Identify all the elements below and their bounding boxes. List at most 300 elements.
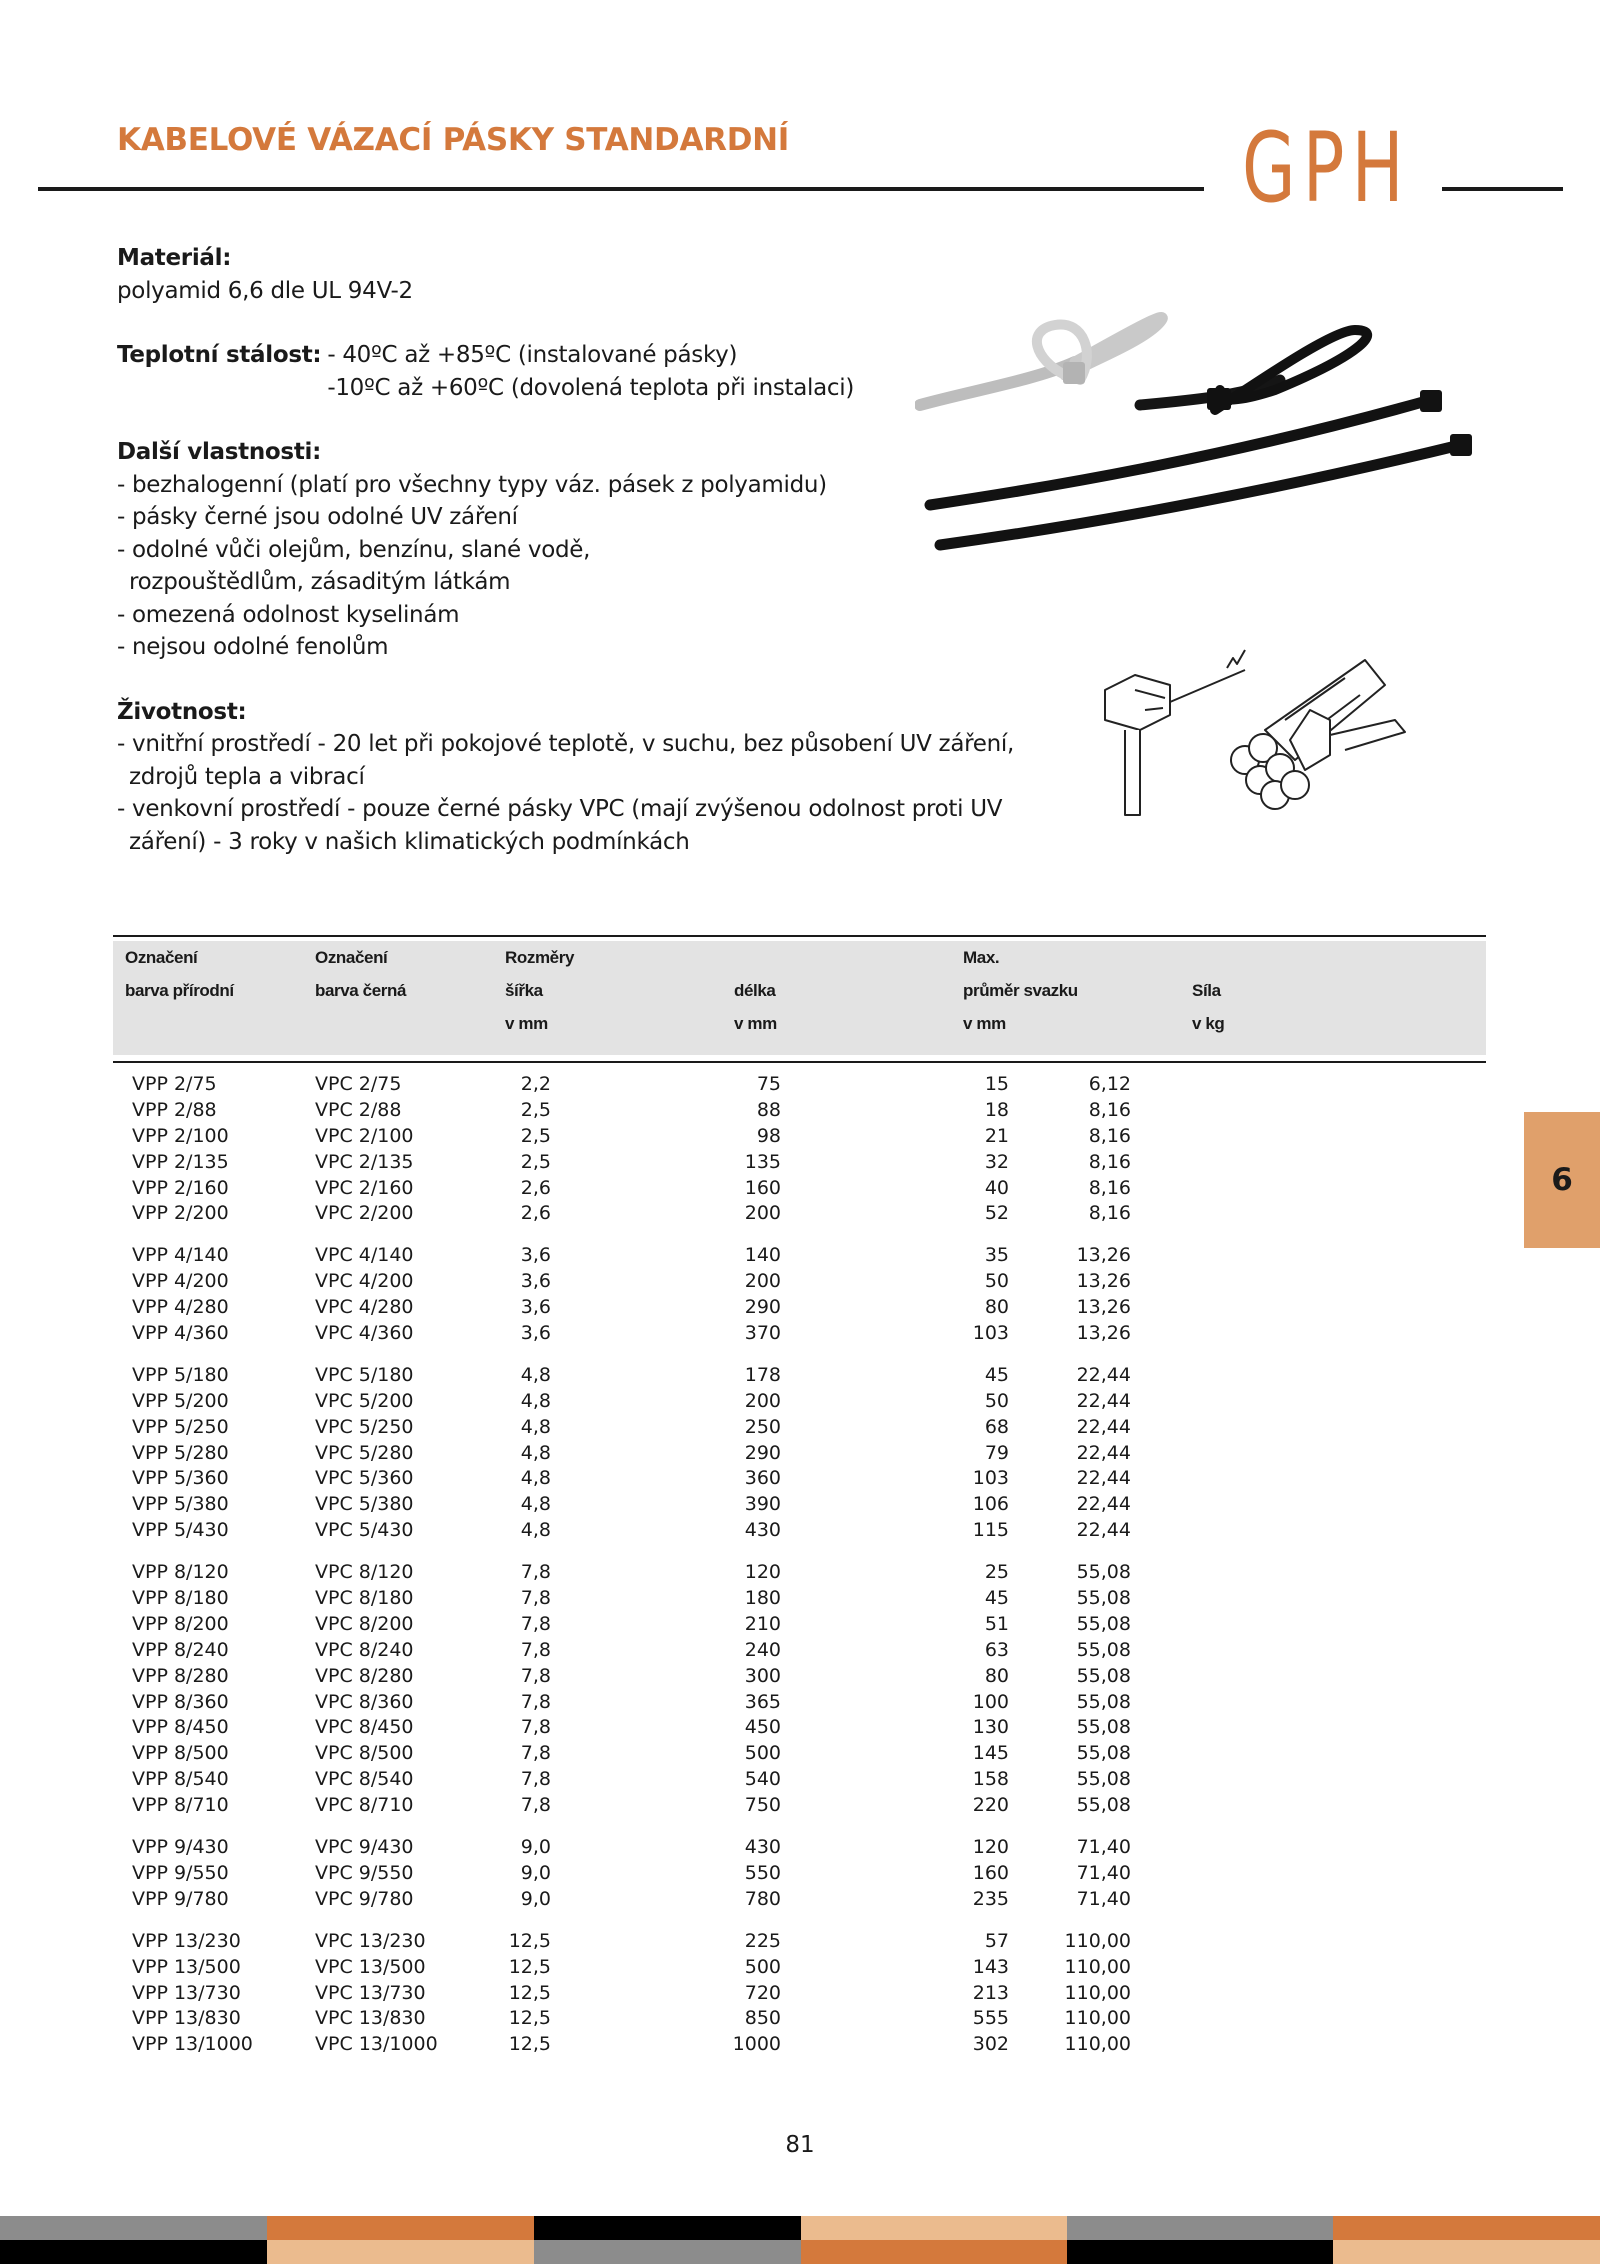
cell-bundle-diameter-mm: 235 <box>972 1887 1009 1910</box>
cell-designation-black: VPC 8/360 <box>315 1690 414 1713</box>
table-top-rule <box>113 935 1486 937</box>
cell-designation-black: VPC 4/360 <box>315 1322 414 1345</box>
cell-force-kg: 55,08 <box>1076 1587 1131 1610</box>
cell-length-mm: 120 <box>744 1561 781 1584</box>
cell-designation-black: VPC 5/200 <box>315 1389 414 1412</box>
cell-designation-natural: VPP 8/450 <box>132 1716 229 1739</box>
cell-length-mm: 550 <box>744 1861 781 1884</box>
cell-width-mm: 2,5 <box>520 1098 551 1121</box>
table-row <box>113 1767 1486 1793</box>
cell-designation-natural: VPP 8/360 <box>132 1690 229 1713</box>
temperature-label: Teplotní stálost: <box>117 342 322 368</box>
cell-designation-black: VPC 8/180 <box>315 1587 414 1610</box>
cell-designation-black: VPC 5/250 <box>315 1415 414 1438</box>
cell-bundle-diameter-mm: 145 <box>972 1742 1009 1765</box>
natural-cable-tie <box>920 317 1162 405</box>
cell-length-mm: 540 <box>744 1768 781 1791</box>
table-row <box>113 1269 1486 1295</box>
cell-designation-black: VPC 2/88 <box>315 1098 402 1121</box>
table-row <box>113 1201 1486 1227</box>
cell-bundle-diameter-mm: 80 <box>984 1296 1009 1319</box>
cell-width-mm: 7,8 <box>520 1690 551 1713</box>
cell-length-mm: 160 <box>744 1176 781 1199</box>
table-row <box>113 1929 1486 1955</box>
lifetime-item: záření) - 3 roky v našich klimatických podmínkách <box>129 828 690 855</box>
table-row <box>113 1664 1486 1690</box>
table-header <box>113 941 1486 1055</box>
cell-bundle-diameter-mm: 40 <box>984 1176 1009 1199</box>
cell-width-mm: 12,5 <box>508 2007 551 2030</box>
cell-bundle-diameter-mm: 45 <box>984 1363 1009 1386</box>
cell-length-mm: 200 <box>744 1270 781 1293</box>
table-row <box>113 1518 1486 1544</box>
row-group <box>113 1560 1486 1819</box>
table-row <box>113 1560 1486 1586</box>
cell-width-mm: 9,0 <box>520 1887 551 1910</box>
cell-force-kg: 55,08 <box>1076 1768 1131 1791</box>
cell-force-kg: 110,00 <box>1064 1981 1131 2004</box>
material-label: Materiál: <box>117 245 232 271</box>
cell-bundle-diameter-mm: 160 <box>972 1861 1009 1884</box>
temperature-line-1: - 40ºC až +85ºC (instalované pásky) <box>327 342 738 368</box>
cell-designation-natural: VPP 9/430 <box>132 1836 229 1859</box>
table-row <box>113 1492 1486 1518</box>
cell-bundle-diameter-mm: 50 <box>984 1389 1009 1412</box>
cell-width-mm: 7,8 <box>520 1664 551 1687</box>
header-natural-color: barva přírodní <box>125 981 234 1000</box>
cell-designation-natural: VPP 4/140 <box>132 1244 229 1267</box>
cell-width-mm: 3,6 <box>520 1296 551 1319</box>
cell-force-kg: 13,26 <box>1076 1296 1131 1319</box>
cell-bundle-diameter-mm: 100 <box>972 1690 1009 1713</box>
cell-designation-natural: VPP 5/180 <box>132 1363 229 1386</box>
cell-designation-black: VPC 8/500 <box>315 1742 414 1765</box>
cell-designation-black: VPC 13/730 <box>315 1981 426 2004</box>
black-cable-tie-loop <box>1140 330 1367 410</box>
cell-length-mm: 240 <box>744 1638 781 1661</box>
cell-length-mm: 370 <box>744 1322 781 1345</box>
properties-label: Další vlastnosti: <box>117 439 322 465</box>
cell-bundle-diameter-mm: 51 <box>984 1612 1009 1635</box>
table-row <box>113 1715 1486 1741</box>
cell-length-mm: 300 <box>744 1664 781 1687</box>
cell-width-mm: 12,5 <box>508 2033 551 2056</box>
cell-force-kg: 55,08 <box>1076 1794 1131 1817</box>
cell-bundle-diameter-mm: 143 <box>972 1955 1009 1978</box>
table-row <box>113 1321 1486 1347</box>
cell-force-kg: 55,08 <box>1076 1612 1131 1635</box>
table-row <box>113 1861 1486 1887</box>
cell-force-kg: 55,08 <box>1076 1638 1131 1661</box>
product-info <box>117 242 1017 858</box>
cell-force-kg: 22,44 <box>1076 1467 1131 1490</box>
cell-force-kg: 22,44 <box>1076 1519 1131 1542</box>
cell-designation-black: VPC 8/200 <box>315 1612 414 1635</box>
cell-bundle-diameter-mm: 63 <box>984 1638 1009 1661</box>
cell-designation-natural: VPP 5/250 <box>132 1415 229 1438</box>
cell-width-mm: 9,0 <box>520 1836 551 1859</box>
cell-force-kg: 22,44 <box>1076 1441 1131 1464</box>
cell-length-mm: 780 <box>744 1887 781 1910</box>
cell-bundle-diameter-mm: 555 <box>972 2007 1009 2030</box>
cell-bundle-diameter-mm: 68 <box>984 1415 1009 1438</box>
cell-designation-natural: VPP 8/540 <box>132 1768 229 1791</box>
cell-force-kg: 110,00 <box>1064 1929 1131 1952</box>
cell-designation-black: VPC 4/280 <box>315 1296 414 1319</box>
cell-force-kg: 13,26 <box>1076 1244 1131 1267</box>
cell-bundle-diameter-mm: 35 <box>984 1244 1009 1267</box>
header-length-unit: v mm <box>734 1014 777 1033</box>
cell-designation-natural: VPP 5/360 <box>132 1467 229 1490</box>
row-group <box>113 1243 1486 1347</box>
cell-designation-natural: VPP 9/550 <box>132 1861 229 1884</box>
cell-designation-black: VPC 2/200 <box>315 1202 414 1225</box>
header-force-unit: v kg <box>1192 1014 1225 1033</box>
cell-designation-black: VPC 9/780 <box>315 1887 414 1910</box>
table-header-rule <box>113 1061 1486 1063</box>
cell-length-mm: 140 <box>744 1244 781 1267</box>
header-width-unit: v mm <box>505 1014 548 1033</box>
cell-length-mm: 180 <box>744 1587 781 1610</box>
cell-designation-natural: VPP 8/710 <box>132 1794 229 1817</box>
page-number: 81 <box>785 2132 815 2158</box>
cell-width-mm: 2,5 <box>520 1124 551 1147</box>
cell-bundle-diameter-mm: 120 <box>972 1836 1009 1859</box>
cell-width-mm: 7,8 <box>520 1638 551 1661</box>
cell-designation-natural: VPP 13/500 <box>132 1955 241 1978</box>
cell-bundle-diameter-mm: 21 <box>984 1124 1009 1147</box>
cell-designation-natural: VPP 8/240 <box>132 1638 229 1661</box>
cell-width-mm: 7,8 <box>520 1742 551 1765</box>
cell-designation-black: VPC 8/540 <box>315 1768 414 1791</box>
table-row <box>113 1638 1486 1664</box>
cell-designation-black: VPC 5/280 <box>315 1441 414 1464</box>
cell-designation-black: VPC 8/710 <box>315 1794 414 1817</box>
cell-force-kg: 71,40 <box>1076 1836 1131 1859</box>
cell-force-kg: 71,40 <box>1076 1861 1131 1884</box>
arrow-icon <box>1227 650 1245 668</box>
cell-length-mm: 750 <box>744 1794 781 1817</box>
cell-force-kg: 71,40 <box>1076 1887 1131 1910</box>
table-row <box>113 1124 1486 1150</box>
header-designation-black: Označení <box>315 948 388 967</box>
table-row <box>113 2032 1486 2058</box>
cell-designation-black: VPC 2/100 <box>315 1124 414 1147</box>
table-row <box>113 1243 1486 1269</box>
gph-logo: GPH <box>1242 112 1411 224</box>
cell-force-kg: 22,44 <box>1076 1415 1131 1438</box>
cell-width-mm: 3,6 <box>520 1322 551 1345</box>
cell-designation-black: VPC 8/280 <box>315 1664 414 1687</box>
table-row <box>113 1955 1486 1981</box>
cell-length-mm: 200 <box>744 1202 781 1225</box>
cell-width-mm: 2,2 <box>520 1073 551 1095</box>
cell-designation-natural: VPP 5/430 <box>132 1519 229 1542</box>
cell-force-kg: 22,44 <box>1076 1389 1131 1412</box>
cell-force-kg: 8,16 <box>1088 1098 1131 1121</box>
cell-length-mm: 430 <box>744 1836 781 1859</box>
cell-designation-black: VPC 13/1000 <box>315 2033 438 2056</box>
header-rule-right <box>1442 187 1563 191</box>
cell-force-kg: 110,00 <box>1064 2007 1131 2030</box>
cell-length-mm: 360 <box>744 1467 781 1490</box>
row-group <box>113 1929 1486 2058</box>
cell-width-mm: 7,8 <box>520 1794 551 1817</box>
cell-designation-natural: VPP 2/75 <box>132 1073 217 1095</box>
lifetime-item: - vnitřní prostředí - 20 let při pokojové teplotě, v suchu, bez působení UV záření, <box>117 731 1014 757</box>
header-max: Max. <box>963 948 1000 967</box>
cell-width-mm: 7,8 <box>520 1587 551 1610</box>
cell-designation-black: VPC 5/180 <box>315 1363 414 1386</box>
cell-bundle-diameter-mm: 213 <box>972 1981 1009 2004</box>
table-row <box>113 1612 1486 1638</box>
table-row <box>113 1176 1486 1202</box>
temperature-block <box>117 339 1017 404</box>
cell-bundle-diameter-mm: 45 <box>984 1587 1009 1610</box>
header-dimensions: Rozměry <box>505 948 575 967</box>
cell-length-mm: 290 <box>744 1441 781 1464</box>
cell-bundle-diameter-mm: 302 <box>972 2033 1009 2056</box>
table-row <box>113 2006 1486 2032</box>
cell-length-mm: 178 <box>744 1363 781 1386</box>
row-group <box>113 1072 1486 1227</box>
cell-length-mm: 98 <box>756 1124 781 1147</box>
lifetime-item: zdrojů tepla a vibrací <box>129 763 365 790</box>
cell-bundle-diameter-mm: 18 <box>984 1098 1009 1121</box>
cell-width-mm: 3,6 <box>520 1244 551 1267</box>
row-group <box>113 1835 1486 1913</box>
cell-designation-natural: VPP 2/160 <box>132 1176 229 1199</box>
cell-width-mm: 12,5 <box>508 1955 551 1978</box>
property-item: - omezená odolnost kyselinám <box>117 601 460 628</box>
cell-force-kg: 22,44 <box>1076 1493 1131 1516</box>
property-item: rozpouštědlům, zásaditým látkám <box>129 569 511 595</box>
cell-designation-natural: VPP 8/280 <box>132 1664 229 1687</box>
table-row <box>113 1887 1486 1913</box>
cell-width-mm: 12,5 <box>508 1929 551 1952</box>
cell-designation-natural: VPP 5/200 <box>132 1389 229 1412</box>
cell-bundle-diameter-mm: 25 <box>984 1561 1009 1584</box>
cell-designation-natural: VPP 8/120 <box>132 1561 229 1584</box>
header-rule-left <box>38 187 1204 191</box>
cable-ties-photo <box>915 300 1485 560</box>
material-value: polyamid 6,6 dle UL 94V-2 <box>117 277 413 304</box>
table-row <box>113 1072 1486 1098</box>
cell-designation-natural: VPP 8/500 <box>132 1742 229 1765</box>
cell-designation-black: VPC 13/830 <box>315 2007 426 2030</box>
tie-head-drawing <box>1105 675 1170 730</box>
cell-length-mm: 75 <box>756 1073 781 1095</box>
cell-bundle-diameter-mm: 115 <box>972 1519 1009 1542</box>
black-cable-ties-straight <box>930 390 1472 545</box>
cell-designation-natural: VPP 8/200 <box>132 1612 229 1635</box>
cell-designation-natural: VPP 5/380 <box>132 1493 229 1516</box>
cell-width-mm: 9,0 <box>520 1861 551 1884</box>
cell-designation-black: VPC 13/500 <box>315 1955 426 1978</box>
cell-length-mm: 290 <box>744 1296 781 1319</box>
cell-force-kg: 13,26 <box>1076 1270 1131 1293</box>
cell-bundle-diameter-mm: 57 <box>984 1929 1009 1952</box>
cell-length-mm: 1000 <box>732 2033 781 2056</box>
cell-width-mm: 12,5 <box>508 1981 551 2004</box>
cell-length-mm: 500 <box>744 1742 781 1765</box>
cell-bundle-diameter-mm: 158 <box>972 1768 1009 1791</box>
cell-force-kg: 22,44 <box>1076 1363 1131 1386</box>
cell-designation-natural: VPP 5/280 <box>132 1441 229 1464</box>
table-row <box>113 1363 1486 1389</box>
cell-designation-natural: VPP 13/830 <box>132 2007 241 2030</box>
cell-designation-black: VPC 13/230 <box>315 1929 426 1952</box>
cable-tie-diagram <box>1095 640 1425 820</box>
table-row <box>113 1690 1486 1716</box>
cell-designation-natural: VPP 4/280 <box>132 1296 229 1319</box>
cell-designation-black: VPC 5/360 <box>315 1467 414 1490</box>
cell-width-mm: 4,8 <box>520 1519 551 1542</box>
header-black-color: barva černá <box>315 981 407 1000</box>
cell-designation-black: VPC 2/135 <box>315 1150 414 1173</box>
cell-designation-natural: VPP 4/200 <box>132 1270 229 1293</box>
cell-force-kg: 55,08 <box>1076 1742 1131 1765</box>
cell-force-kg: 55,08 <box>1076 1561 1131 1584</box>
cell-length-mm: 390 <box>744 1493 781 1516</box>
chapter-tab: 6 <box>1524 1112 1600 1248</box>
property-item: - pásky černé jsou odolné UV záření <box>117 504 518 530</box>
table-row <box>113 1415 1486 1441</box>
cell-bundle-diameter-mm: 50 <box>984 1270 1009 1293</box>
lifetime-item: - venkovní prostředí - pouze černé pásky VPC (mají zvýšenou odolnost proti UV <box>117 796 1003 822</box>
cell-force-kg: 6,12 <box>1088 1073 1131 1095</box>
cell-designation-black: VPC 8/120 <box>315 1561 414 1584</box>
cell-bundle-diameter-mm: 15 <box>984 1073 1009 1095</box>
table-row <box>113 1389 1486 1415</box>
cell-force-kg: 8,16 <box>1088 1150 1131 1173</box>
table-row <box>113 1295 1486 1321</box>
property-item: - nejsou odolné fenolům <box>117 634 389 660</box>
cell-designation-natural: VPP 2/200 <box>132 1202 229 1225</box>
table-row <box>113 1466 1486 1492</box>
cell-bundle-diameter-mm: 106 <box>972 1493 1009 1516</box>
cell-width-mm: 4,8 <box>520 1415 551 1438</box>
cell-width-mm: 4,8 <box>520 1389 551 1412</box>
table-row <box>113 1793 1486 1819</box>
cell-force-kg: 8,16 <box>1088 1176 1131 1199</box>
cell-width-mm: 3,6 <box>520 1270 551 1293</box>
cell-designation-black: VPC 4/140 <box>315 1244 414 1267</box>
cell-width-mm: 7,8 <box>520 1716 551 1739</box>
cell-designation-natural: VPP 2/135 <box>132 1150 229 1173</box>
cell-bundle-diameter-mm: 32 <box>984 1150 1009 1173</box>
cell-length-mm: 250 <box>744 1415 781 1438</box>
header-bundle-diameter: průměr svazku <box>963 981 1078 1000</box>
cell-width-mm: 7,8 <box>520 1612 551 1635</box>
cell-length-mm: 135 <box>744 1150 781 1173</box>
cable-bundle-drawing <box>1231 660 1405 809</box>
cell-designation-black: VPC 9/430 <box>315 1836 414 1859</box>
cell-width-mm: 4,8 <box>520 1363 551 1386</box>
header-force: Síla <box>1192 981 1221 1000</box>
cell-length-mm: 500 <box>744 1955 781 1978</box>
table-row <box>113 1441 1486 1467</box>
cell-length-mm: 210 <box>744 1612 781 1635</box>
cell-width-mm: 4,8 <box>520 1493 551 1516</box>
cell-designation-natural: VPP 13/1000 <box>132 2033 253 2056</box>
table-row <box>113 1835 1486 1861</box>
lifetime-label: Životnost: <box>117 698 247 725</box>
cell-width-mm: 4,8 <box>520 1441 551 1464</box>
cell-bundle-diameter-mm: 220 <box>972 1794 1009 1817</box>
cell-width-mm: 4,8 <box>520 1467 551 1490</box>
cell-force-kg: 110,00 <box>1064 1955 1131 1978</box>
cell-length-mm: 225 <box>744 1929 781 1952</box>
cell-designation-natural: VPP 9/780 <box>132 1887 229 1910</box>
table-row <box>113 1150 1486 1176</box>
page-title: KABELOVÉ VÁZACÍ PÁSKY STANDARDNÍ <box>117 122 790 158</box>
cell-length-mm: 430 <box>744 1519 781 1542</box>
cell-length-mm: 365 <box>744 1690 781 1713</box>
header-bundle-unit: v mm <box>963 1014 1006 1033</box>
header-designation-natural: Označení <box>125 948 198 967</box>
cell-force-kg: 110,00 <box>1064 2033 1131 2056</box>
cell-bundle-diameter-mm: 80 <box>984 1664 1009 1687</box>
table-row <box>113 1586 1486 1612</box>
cell-bundle-diameter-mm: 103 <box>972 1467 1009 1490</box>
cell-width-mm: 7,8 <box>520 1561 551 1584</box>
cell-force-kg: 13,26 <box>1076 1322 1131 1345</box>
table-row <box>113 1098 1486 1124</box>
table-body <box>113 1072 1486 2074</box>
cell-width-mm: 2,5 <box>520 1150 551 1173</box>
cell-designation-natural: VPP 2/100 <box>132 1124 229 1147</box>
cell-bundle-diameter-mm: 79 <box>984 1441 1009 1464</box>
cell-designation-natural: VPP 13/730 <box>132 1981 241 2004</box>
cell-width-mm: 2,6 <box>520 1202 551 1225</box>
header-width: šířka <box>505 981 543 1000</box>
cell-length-mm: 720 <box>744 1981 781 2004</box>
cell-force-kg: 55,08 <box>1076 1664 1131 1687</box>
table-row <box>113 1981 1486 2007</box>
cell-designation-black: VPC 2/160 <box>315 1176 414 1199</box>
table-row <box>113 1741 1486 1767</box>
cell-bundle-diameter-mm: 103 <box>972 1322 1009 1345</box>
cell-force-kg: 55,08 <box>1076 1716 1131 1739</box>
cell-designation-black: VPC 5/430 <box>315 1519 414 1542</box>
cell-designation-natural: VPP 4/360 <box>132 1322 229 1345</box>
cell-designation-natural: VPP 2/88 <box>132 1098 217 1121</box>
cell-length-mm: 88 <box>756 1098 781 1121</box>
cell-designation-natural: VPP 13/230 <box>132 1929 241 1952</box>
cell-force-kg: 8,16 <box>1088 1124 1131 1147</box>
cell-designation-black: VPC 2/75 <box>315 1073 402 1095</box>
cell-length-mm: 200 <box>744 1389 781 1412</box>
cell-designation-black: VPC 9/550 <box>315 1861 414 1884</box>
cell-bundle-diameter-mm: 52 <box>984 1202 1009 1225</box>
cell-bundle-diameter-mm: 130 <box>972 1716 1009 1739</box>
cell-designation-natural: VPP 8/180 <box>132 1587 229 1610</box>
property-item: - bezhalogenní (platí pro všechny typy váz. pásek z polyamidu) <box>117 471 827 498</box>
cell-force-kg: 8,16 <box>1088 1202 1131 1225</box>
property-item: - odolné vůči olejům, benzínu, slané vodě, <box>117 536 591 563</box>
cell-length-mm: 850 <box>744 2007 781 2030</box>
cell-force-kg: 55,08 <box>1076 1690 1131 1713</box>
cell-designation-black: VPC 4/200 <box>315 1270 414 1293</box>
row-group <box>113 1363 1486 1544</box>
cell-designation-black: VPC 8/450 <box>315 1716 414 1739</box>
temperature-line-2: -10ºC až +60ºC (dovolená teplota při instalaci) <box>327 374 855 401</box>
cell-width-mm: 7,8 <box>520 1768 551 1791</box>
cell-designation-black: VPC 8/240 <box>315 1638 414 1661</box>
cell-designation-black: VPC 5/380 <box>315 1493 414 1516</box>
header-length: délka <box>734 981 776 1000</box>
